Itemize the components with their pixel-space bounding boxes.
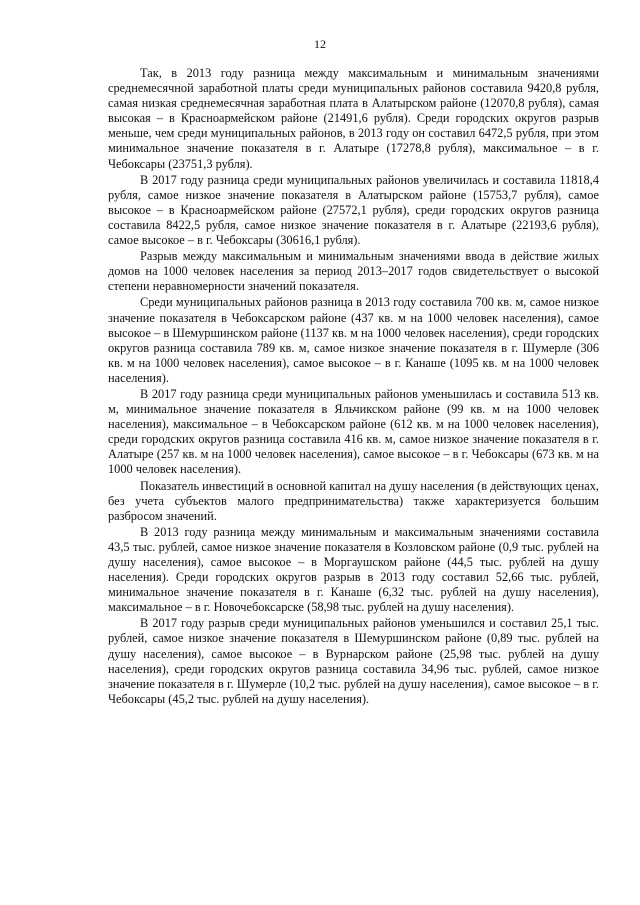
paragraph-housing-intro: Разрыв между максимальным и минимальным значениями ввода в действие жилых домов на 1000 человек населения за период 2013–2017 годов свидетельствует о высокой степени неравномерности значений показателя. xyxy=(108,249,599,294)
page-number: 12 xyxy=(314,37,326,51)
paragraph-investment-intro: Показатель инвестиций в основной капитал на душу населения (в действующих ценах, без учета субъектов малого предпринимательства) также характеризуется большим разбросом значений. xyxy=(108,478,600,523)
paragraph-investment-2017: В 2017 году разрыв среди муниципальных районов уменьшился и составил 25,1 тыс. рублей, самое низкое значение показателя в Шемуршинском районе (0,89 тыс. рублей на душу населения), самое высокое – в Вурнарском районе (25,98 тыс. рублей на душу населения), среди городских округов разница составила 34,96 тыс. рублей, самое низкое значение показателя в г. Шумерле (10,2 тыс. рублей на душу населения), самое высокое – в г. Чебоксары (45,2 тыс. рублей на душу населения). xyxy=(108,616,599,706)
paragraph-investment-2013: В 2013 году разница между минимальным и максимальным значениями составила 43,5 тыс. рублей, самое низкое значение показателя в Козловском районе (0,9 тыс. рублей на душу населения), самое высокое – в Моргаушском районе (44,5 тыс. рублей на душу населения). Среди городских округов разрыв в 2013 году составил 52,66 тыс. рублей, минимальное значение показателя в г. Канаше (6,32 тыс. рублей на душу населения), максимальное – в г. Новочебоксарске (58,98 тыс. рублей на душу населения). xyxy=(108,524,599,615)
paragraph-housing-2017: В 2017 году разница среди муниципальных районов уменьшилась и составила 513 кв. м, минимальное значение показателя в Яльчикском районе (99 кв. м на 1000 человек населения), максимальное – в Чебоксарском районе (612 кв. м на 1000 человек населения), среди городских округов разница составила 416 кв. м, самое низкое значение показателя в г. Алатыре (257 кв. м на 1000 человек населения), самое высокое – в г. Чебоксары (673 кв. м на 1000 человек населения). xyxy=(108,386,599,477)
paragraph-housing-2013: Среди муниципальных районов разница в 2013 году составила 700 кв. м, самое низкое значение показателя в Чебоксарском районе (437 кв. м на 1000 человек населения), самое высокое – в Шемуршинском районе (1137 кв. м на 1000 человек населения), среди городских округов разница составила 789 кв. м, самое низкое значение показателя в г. Шумерле (306 кв. м на 1000 человек населения), самое высокое – в г. Канаше (1095 кв. м на 1000 человек населения). xyxy=(108,295,599,385)
paragraph-salary-2017: В 2017 году разница среди муниципальных районов увеличилась и составила 11818,4 рубля, самое низкое значение показателя в Алатырском районе (15753,7 рубля), самое высокое – в Красноармейском районе (27572,1 рубля), среди городских округов разница составила 8422,5 рубля, самое низкое значение показателя в г. Алатыре (22193,6 рубля), самое высокое – в г. Чебоксары (30616,1 рубля). xyxy=(108,172,599,248)
document-body xyxy=(108,66,599,707)
paragraph-salary-2013: Так, в 2013 году разница между максимальным и минимальным значениями среднемесячной заработной платы среди муниципальных районов составила 9420,8 рубля, самая низкая среднемесячная заработная плата в Алатырском районе (12070,8 рубля), самая высокая – в Красноармейском районе (21491,6 рубля). Среди городских округов разрыв меньше, чем среди муниципальных районов, в 2013 году он составил 6472,5 рубля, при этом минимальное значение показателя в г. Алатыре (17278,8 рубля), максимальное – в г. Чебоксары (23751,3 рубля). xyxy=(108,66,599,171)
